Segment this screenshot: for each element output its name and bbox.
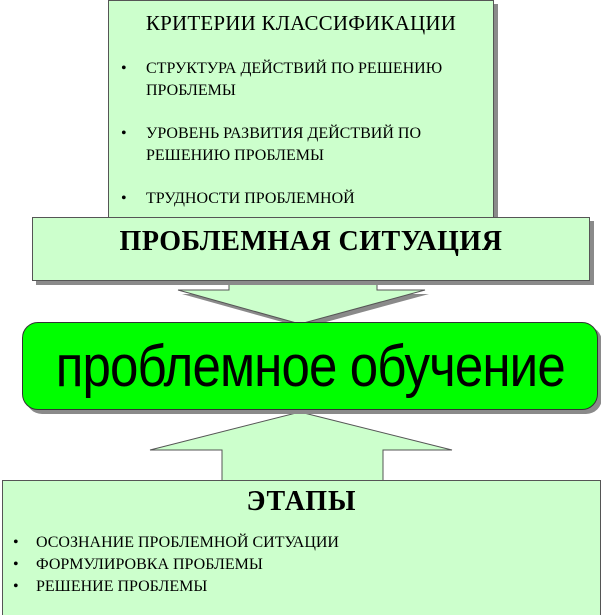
problem-situation-label: ПРОБЛЕМНАЯ СИТУАЦИЯ [119, 226, 503, 257]
stages-box [2, 480, 601, 615]
list-item: • РЕШЕНИЕ ПРОБЛЕМЫ [3, 576, 600, 598]
list-item: • ОСОЗНАНИЕ ПРОБЛЕМНОЙ СИТУАЦИИ [3, 532, 600, 554]
down-arrow [178, 280, 429, 328]
list-item: • ТРУДНОСТИ ПРОБЛЕМНОЙ [109, 188, 483, 210]
stages-title: ЭТАПЫ [246, 486, 357, 517]
criteria-box [108, 0, 494, 218]
problem-situation-box [32, 217, 590, 281]
criteria-title: КРИТЕРИИ КЛАССИФИКАЦИИ [145, 11, 457, 35]
problem-learning-label: проблемное обучение [55, 333, 565, 399]
list-item: • УРОВЕНЬ РАЗВИТИЯ ДЕЙСТВИЙ ПО РЕШЕНИЮ ПРОБЛЕМЫ [109, 123, 483, 167]
list-item: • СТРУКТУРА ДЕЙСТВИЙ ПО РЕШЕНИЮ ПРОБЛЕМЫ [109, 58, 483, 102]
criteria-list [109, 58, 493, 210]
up-arrow [150, 412, 452, 482]
stages-list [3, 532, 600, 598]
list-item: • ФОРМУЛИРОВКА ПРОБЛЕМЫ [3, 554, 600, 576]
problem-learning-box [22, 322, 598, 410]
